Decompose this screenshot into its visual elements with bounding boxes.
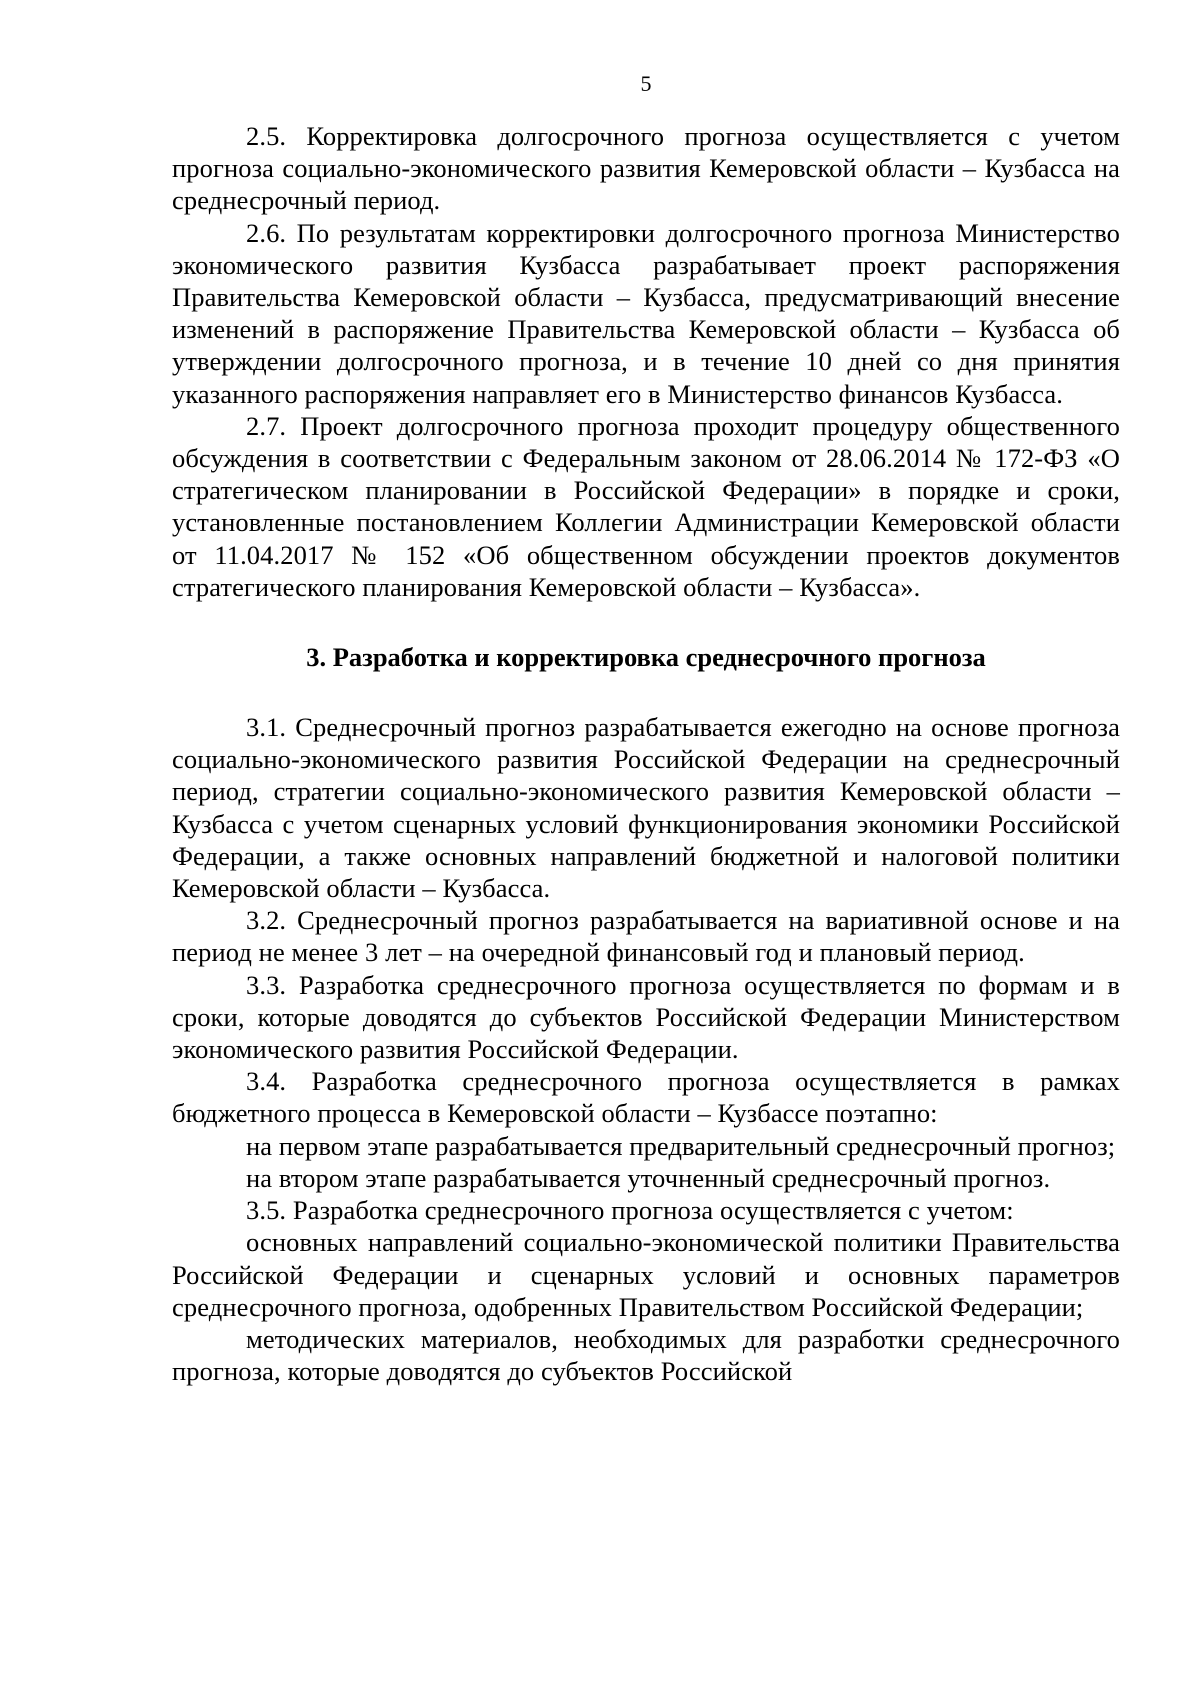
paragraph-3-5: 3.5. Разработка среднесрочного прогноза осуществляется с учетом: bbox=[246, 1195, 1014, 1226]
paragraph-2-6: 2.6. По результатам корректировки долгосрочного прогноза Министерство экономического развития Кузбасса разрабатывает проект распоряжения Правительства Кемеровской области – Кузбасса, предусматривающий внесение изменений в распоряжение Правительства Кемеровской области – Кузбасса об утверждении долгосрочного прогноза, и в течение 10 дней со дня принятия указанного распоряжения направляет его в Министерство финансов Кузбасса. bbox=[172, 217, 1120, 409]
paragraph-stage-1: на первом этапе разрабатывается предварительный среднесрочный прогноз; bbox=[246, 1130, 1116, 1161]
paragraph-3-3: 3.3. Разработка среднесрочного прогноза осуществляется по формам и в сроки, которые доводятся до субъектов Российской Федерации Министерством экономического развития Российской Федерации. bbox=[172, 969, 1120, 1065]
paragraph-stage-2: на втором этапе разрабатывается уточненный среднесрочный прогноз. bbox=[246, 1162, 1051, 1193]
paragraph-basis-2: методических материалов, необходимых для разработки среднесрочного прогноза, которые доводятся до субъектов Российской bbox=[172, 1323, 1120, 1387]
paragraph-3-2: 3.2. Среднесрочный прогноз разрабатывается на вариативной основе и на период не менее 3 лет – на очередной финансовый год и плановый период. bbox=[172, 905, 1120, 968]
paragraph-2-5: 2.5. Корректировка долгосрочного прогноза осуществляется с учетом прогноза социально-экономического развития Кемеровской области – Кузбасса на среднесрочный период. bbox=[172, 121, 1120, 216]
paragraph-3-4: 3.4. Разработка среднесрочного прогноза осуществляется в рамках бюджетного процесса в Кемеровской области – Кузбассе поэтапно: bbox=[172, 1066, 1120, 1129]
paragraph-3-1: 3.1. Среднесрочный прогноз разрабатывается ежегодно на основе прогноза социально-экономического развития Российской Федерации на среднесрочный период, стратегии социально-экономического развития Кемеровской области – Кузбасса с учетом сценарных условий функционирования экономики Российской Федерации, а также основных направлений бюджетной и налоговой политики Кемеровской области – Кузбасса. bbox=[172, 712, 1120, 904]
paragraph-2-7: 2.7. Проект долгосрочного прогноза проходит процедуру общественного обсуждения в соответствии с Федеральным законом от 28.06.2014 № 172-ФЗ «О стратегическом планировании в Российской Федерации» в порядке и сроки, установленные постановлением Коллегии Администрации Кемеровской области от 11.04.2017 № 152 «Об общественном обсуждении проектов документов стратегического планирования Кемеровской области – Кузбасса». bbox=[172, 410, 1120, 602]
paragraph-basis-1: основных направлений социально-экономической политики Правительства Российской Федерации и сценарных условий и основных параметров среднесрочного прогноза, одобренных Правительством Российской Федерации; bbox=[172, 1227, 1120, 1322]
section-3-heading: 3. Разработка и корректировка среднесрочного прогноза bbox=[306, 642, 986, 673]
page-number: 5 bbox=[640, 71, 652, 96]
